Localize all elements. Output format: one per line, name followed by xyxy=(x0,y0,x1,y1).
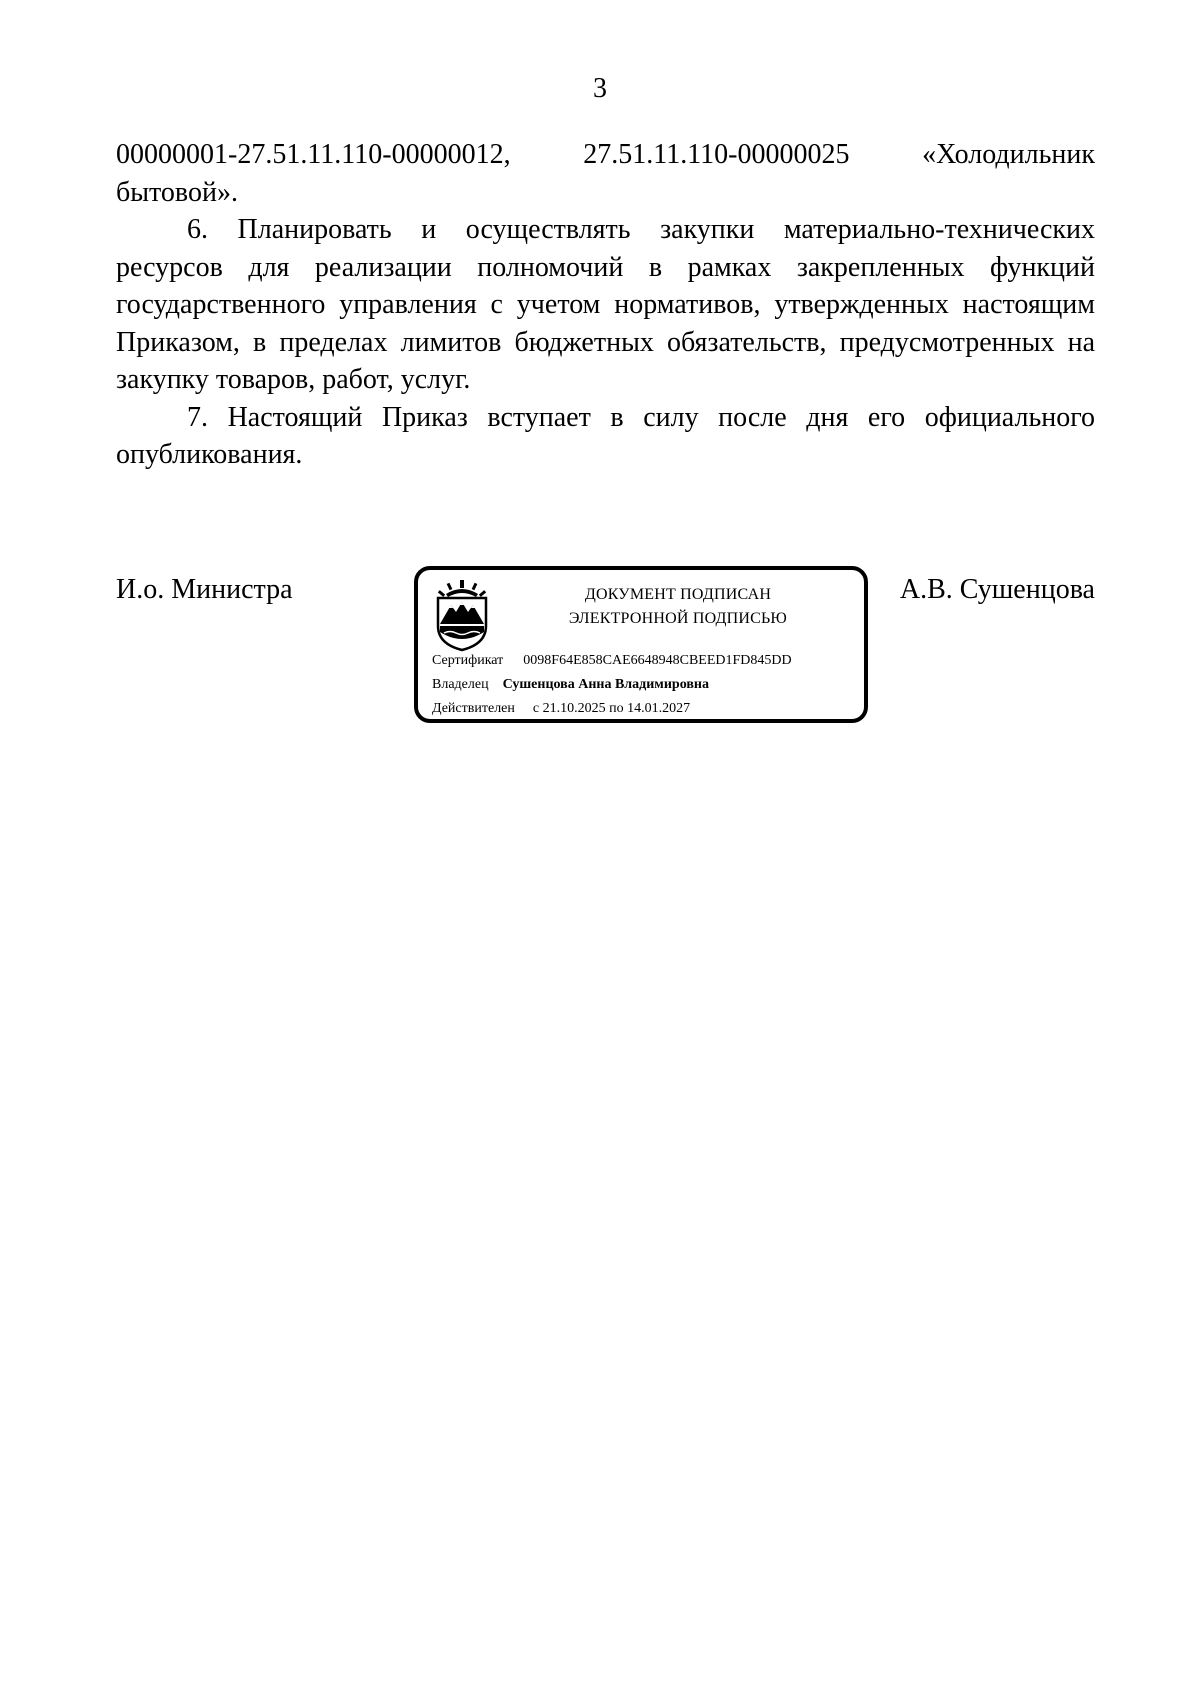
signer-name: А.В. Сушенцова xyxy=(899,574,1095,605)
page-number: 3 xyxy=(593,73,607,104)
signer-position: И.о. Министра xyxy=(116,574,293,605)
paragraph-6: 6. Планировать и осуществлять закупки материально-технических ресурсов для реализации полномочий в рамках закрепленных функций государственного управления с учетом нормативов, утвержденных настоящим Приказом, в пределах лимитов бюджетных обязательств, предусмотренных на закупку товаров, работ, услуг. xyxy=(116,214,1095,395)
stamp-owner-row xyxy=(432,676,709,694)
validity-value: с 21.10.2025 по 14.01.2027 xyxy=(532,701,691,716)
electronic-signature-stamp xyxy=(414,566,868,723)
kamchatka-coat-of-arms-icon xyxy=(432,578,492,652)
owner-value: Сушенцова Анна Владимировна xyxy=(502,677,709,692)
item-name-end: бытовой». xyxy=(116,176,238,208)
validity-label: Действителен xyxy=(432,701,515,716)
item-name-start: «Холодильник xyxy=(922,139,1095,170)
paragraph-7: 7. Настоящий Приказ вступает в силу после дня его официального опубликования. xyxy=(116,401,1095,470)
certificate-label: Сертификат xyxy=(432,653,504,668)
document-body xyxy=(116,136,1095,474)
stamp-title xyxy=(508,583,848,631)
paragraph-5-continuation xyxy=(116,136,1095,211)
stamp-title-line-2: ЭЛЕКТРОННОЙ ПОДПИСЬЮ xyxy=(568,610,788,627)
paragraph-5-first-line xyxy=(116,136,1095,174)
certificate-value: 0098F64E858CAE6648948CBEED1FD845DD xyxy=(523,653,792,668)
okpd-code-2: 27.51.11.110-00000025 xyxy=(583,139,850,170)
stamp-certificate-row xyxy=(432,652,792,670)
stamp-title-line-1: ДОКУМЕНТ ПОДПИСАН xyxy=(584,586,772,603)
owner-label: Владелец xyxy=(432,677,489,692)
okpd-code-1: 00000001-27.51.11.110-00000012, xyxy=(116,139,511,170)
stamp-validity-row xyxy=(432,700,690,718)
